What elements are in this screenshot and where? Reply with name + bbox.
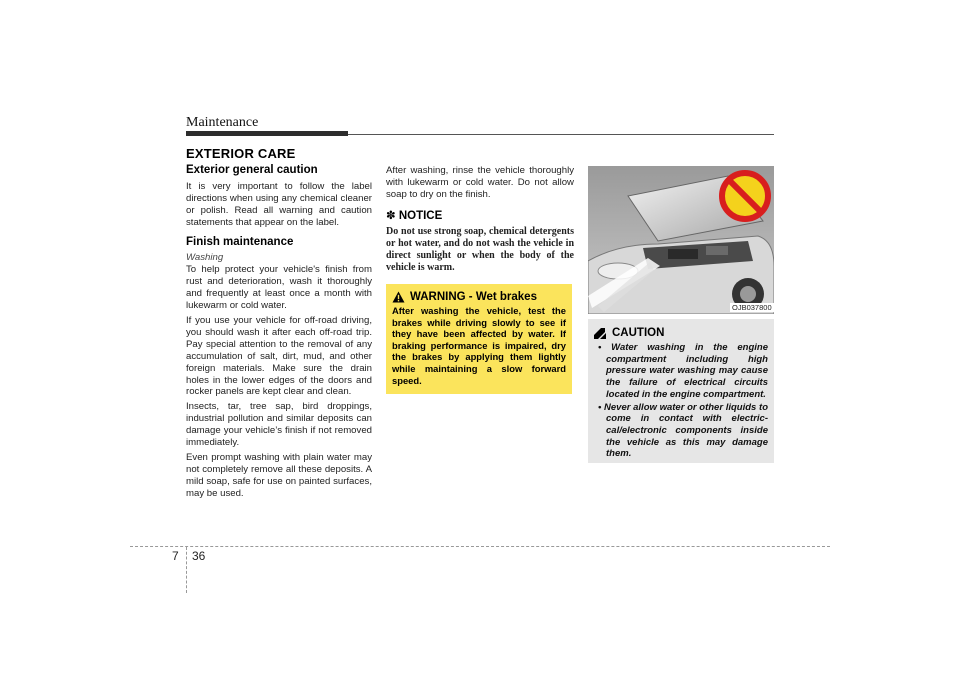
warning-box	[386, 284, 572, 394]
caution-title: CAUTION	[612, 327, 665, 339]
prohibition-icon	[722, 173, 768, 219]
section-title: EXTERIOR CARE	[186, 146, 296, 161]
caution-header	[594, 327, 768, 339]
general-caution-text: It is very important to follow the label directions when using any chemical cleaner or polish. Read all warning and caution statements that appear on the label.	[186, 180, 372, 228]
image-code: OJB037800	[732, 303, 772, 312]
warning-header	[392, 291, 566, 303]
general-caution-heading: Exterior general caution	[186, 164, 318, 176]
warning-title	[410, 291, 537, 303]
rinse-text: After washing, rinse the vehicle thoroughly with lukewarm or cold water. Do not allow soap to dry on the finish.	[386, 165, 574, 200]
header-bar	[186, 131, 348, 136]
warning-triangle-icon	[392, 291, 405, 303]
footer-rule	[130, 546, 830, 547]
caution-item: • Water washing in the engine compartment including high pressure water washing may cause the failure of electrical circuits located in the engine compartment.	[598, 342, 768, 400]
car-hood-open-illustration	[588, 166, 774, 314]
caution-item-text: Never allow water or other liquids to come in contact with electric-cal/electronic components inside the vehicle as this may damage them.	[604, 401, 768, 460]
middle-column	[386, 165, 574, 274]
caution-item: • Never allow water or other liquids to come in contact with electric-cal/electronic components inside the vehicle as this may damage them.	[598, 401, 768, 460]
finish-maintenance-heading: Finish maintenance	[186, 235, 294, 248]
header-title: Maintenance	[186, 115, 259, 130]
finish-paragraph: Even prompt washing with plain water may not completely remove all these deposits. A mild soap, safe for use on painted surfaces, may be used.	[186, 451, 372, 499]
warning-text: After washing the vehicle, test the brakes while driving slowly to see if they have been affected by water. If braking performance is impaired, dry the brakes by applying them lightly while maintaining a slow forward speed.	[392, 305, 566, 386]
footer-divider	[186, 547, 187, 593]
caution-item-text: Water washing in the engine compartment including high pressure water washing may cause the failure of electrical circuits located in the engine compartment.	[606, 342, 768, 400]
caution-slash-icon	[594, 328, 606, 339]
page-number: 36	[192, 549, 206, 563]
warning-subject: - Wet brakes	[465, 291, 537, 303]
left-column	[186, 165, 372, 503]
warning-label: WARNING	[410, 291, 466, 303]
notice-heading: ✽ NOTICE	[386, 209, 443, 222]
header-rule	[348, 134, 774, 135]
notice-text: Do not use strong soap, chemical detergents or hot water, and do not wash the vehicle in direct sunlight or when the body of the vehicle is warm.	[386, 225, 574, 273]
finish-paragraph: If you use your vehicle for off-road driving, you should wash it after each off-road trip. Pay special attention to the removal of any accumulation of salt, dirt, mud, and other foreign materials. Make sure the drain holes in the lower edges of the doors and rocker panels are kept clear and clean.	[186, 314, 372, 398]
chapter-number: 7	[172, 549, 179, 563]
finish-paragraph: To help protect your vehicle's finish from rust and deterioration, wash it thoroughly and frequently at least once a month with lukewarm or cold water.	[186, 264, 372, 312]
finish-paragraph: Insects, tar, tree sap, bird droppings, industrial pollution and similar deposits can damage your vehicle’s finish if not removed immediately.	[186, 401, 372, 449]
caution-list	[594, 342, 768, 460]
washing-subheading: Washing	[186, 252, 224, 264]
caution-box	[588, 319, 774, 463]
engine-wash-illustration	[588, 166, 774, 314]
